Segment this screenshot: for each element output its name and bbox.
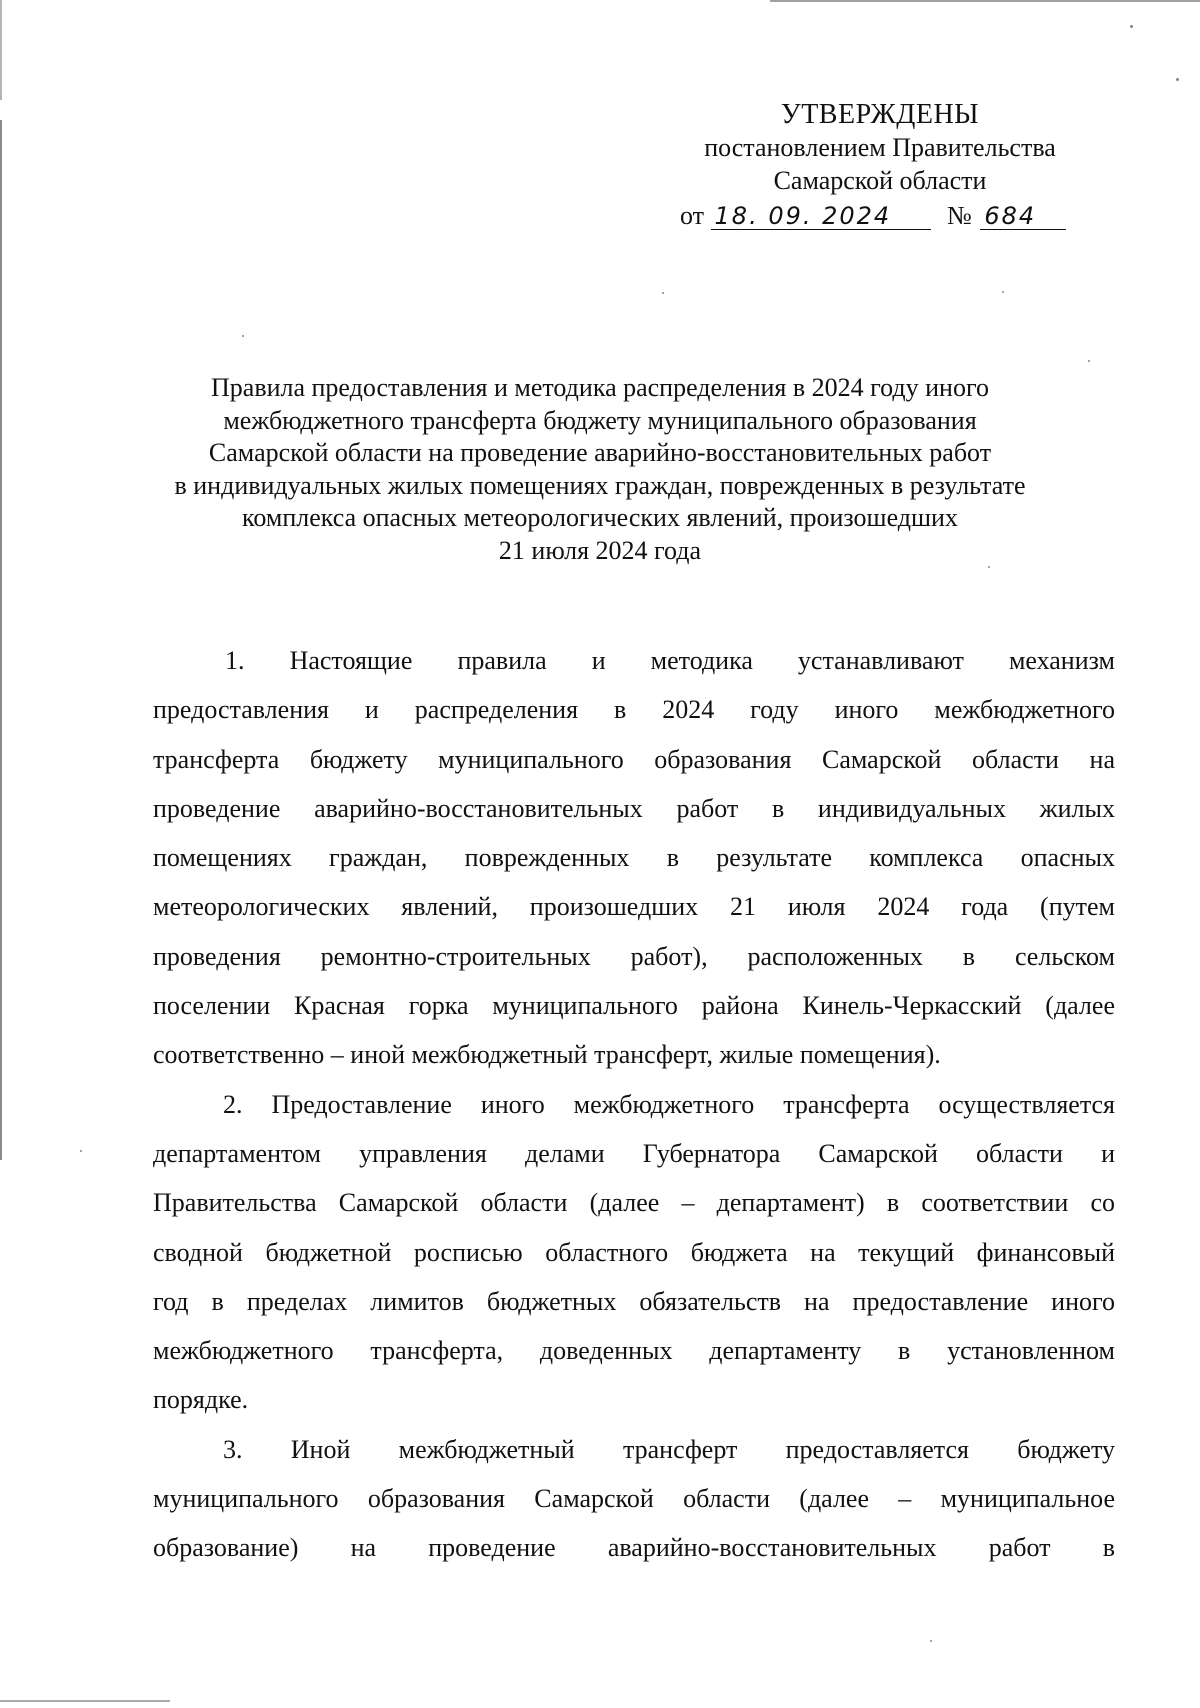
document-title	[150, 372, 1050, 567]
paragraph-line: 3. Иной межбюджетный трансферт предоставляется бюджету	[223, 1434, 1115, 1464]
title-line: в индивидуальных жилых помещениях граждан, поврежденных в результате	[174, 470, 1026, 500]
scan-speck	[1088, 360, 1090, 362]
approval-line-2: Самарской области	[773, 166, 987, 195]
approval-heading: УТВЕРЖДЕНЫ	[780, 99, 980, 130]
paragraph-line: межбюджетного трансферта, доведенных департаменту в установленном	[153, 1336, 1115, 1366]
scan-speck	[1176, 78, 1179, 81]
title-line: Самарской области на проведение аварийно-восстановительных работ	[208, 438, 992, 467]
paragraph-line: метеорологических явлений, произошедших 21 июля 2024 года (путем	[153, 892, 1115, 922]
document-body	[153, 636, 1115, 1573]
paragraph-1	[153, 636, 1115, 1080]
scan-speck	[80, 1150, 82, 1152]
title-line: комплекса опасных метеорологических явлений, произошедших	[242, 503, 958, 532]
scan-speck	[242, 335, 244, 337]
paragraph-line: помещениях граждан, поврежденных в результате комплекса опасных	[153, 843, 1115, 873]
approval-block	[680, 98, 1080, 232]
scan-edge-artifact	[0, 0, 2, 100]
paragraph-line: образование) на проведение аварийно-восстановительных работ в	[153, 1533, 1115, 1563]
scan-edge-artifact	[0, 120, 2, 1160]
paragraph-line: предоставления и распределения в 2024 году иного межбюджетного	[153, 695, 1115, 725]
paragraph-line: Правительства Самарской области (далее – департамент) в соответствии со	[153, 1188, 1115, 1218]
title-line: Правила предоставления и методика распределения в 2024 году иного	[211, 373, 989, 402]
paragraph-line: проведения ремонтно-строительных работ), расположенных в сельском	[153, 941, 1115, 971]
paragraph-line: год в пределах лимитов бюджетных обязательств на предоставление иного	[153, 1286, 1115, 1316]
handwritten-number: 684	[980, 203, 1066, 230]
scan-speck	[930, 1640, 932, 1642]
paragraph-line: департаментом управления делами Губернатора Самарской области и	[153, 1138, 1115, 1168]
paragraph-line: 1. Настоящие правила и методика устанавливают механизм	[225, 646, 1115, 675]
paragraph-line: трансферта бюджету муниципального образования Самарской области на	[153, 744, 1115, 774]
paragraph-2	[153, 1080, 1115, 1425]
handwritten-date: 18. 09. 2024	[711, 203, 931, 230]
paragraph-line: поселении Красная горка муниципального района Кинель-Черкасский (далее	[153, 991, 1115, 1021]
title-line: межбюджетного трансферта бюджету муниципального образования	[223, 405, 977, 435]
scan-speck	[662, 292, 664, 294]
scan-bottom-line-artifact	[0, 1700, 170, 1702]
paragraph-line: соответственно – иной межбюджетный трансферт, жилые помещения).	[153, 1040, 941, 1070]
paragraph-3	[153, 1425, 1115, 1573]
paragraph-line: 2. Предоставление иного межбюджетного трансферта осуществляется	[223, 1089, 1115, 1119]
paragraph-line: муниципального образования Самарской области (далее – муниципальное	[153, 1484, 1115, 1514]
number-prefix: №	[947, 201, 972, 230]
approval-line-1: постановлением Правительства	[704, 133, 1056, 162]
paragraph-line: порядке.	[153, 1385, 249, 1415]
paragraph-line: сводной бюджетной росписью областного бюджета на текущий финансовый	[153, 1237, 1115, 1267]
scan-speck	[1002, 291, 1004, 293]
date-prefix: от	[680, 201, 705, 230]
approval-date-line	[680, 199, 1080, 232]
scan-speck	[1130, 25, 1133, 28]
paragraph-line: проведение аварийно-восстановительных работ в индивидуальных жилых	[153, 793, 1115, 823]
title-line: 21 июля 2024 года	[498, 535, 702, 565]
scan-top-line-artifact	[770, 0, 1200, 2]
